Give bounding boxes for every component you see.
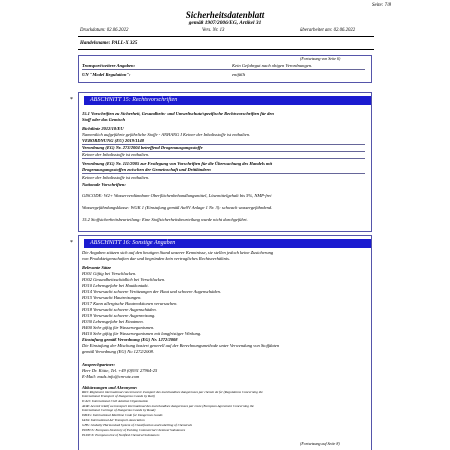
- h-statement: H301 Giftig bei Verschlucken.: [82, 271, 137, 276]
- change-marker: *: [70, 240, 73, 246]
- divider: [82, 158, 365, 159]
- giscode-line: GISCODE: W2+ Wasserverdünnbare Oberflächenbehandlungsmittel, Lösemittelgehalt bis 5%, NMP-frei: [82, 193, 272, 198]
- h-statement: H317 Kann allergische Hautreaktionen verursachen.: [82, 301, 178, 306]
- abbrev-heading: Abkürzungen und Akronyme:: [82, 385, 138, 390]
- abbrev-line: GHS: Globally Harmonised System of Classification and Labelling of Chemicals: [82, 423, 192, 427]
- contact-email: E-Mail: msds.info@cm-utz.com: [82, 374, 140, 379]
- h-statement: H410 Sehr giftig für Wasserorganismen mit langfristiger Wirkung.: [82, 331, 202, 336]
- print-date: Druckdatum: 02.06.2022: [80, 28, 129, 33]
- s15-line: Keiner der Inhaltsstoffe ist enthalten.: [82, 175, 150, 180]
- continuation-note: (Fortsetzung von Seite 6): [300, 56, 341, 61]
- divider: [82, 173, 365, 174]
- transport-label: Transport/weitere Angaben:: [82, 63, 136, 68]
- h-statement: H315 Verursacht Hautreizungen.: [82, 295, 142, 300]
- s15-line: Nationale Vorschriften:: [82, 182, 126, 187]
- h-statement: H400 Sehr giftig für Wasserorganismen.: [82, 325, 155, 330]
- row-divider: [82, 69, 365, 70]
- product-name: Handelsname: PALL-X 325: [80, 41, 138, 46]
- s15-line: VERORDNUNG (EU) 2019/1148: [82, 138, 145, 143]
- abbrev-line: EINECS: European Inventory of Existing Commercial Chemical Substances: [82, 428, 186, 432]
- s16-intro: von Produkteigenschaften dar und begründen kein vertragliches Rechtsverhältnis.: [82, 256, 230, 261]
- abbrev-line: RID: Règlement international concernant le transport des marchandises dangereuses par chemin de fer (Regulations Concerning the: [82, 390, 263, 394]
- revision-date: überarbeitet am: 02.06.2022: [300, 28, 356, 33]
- change-marker: *: [70, 97, 73, 103]
- abbrev-line: ADR: Accord relatif au transport international des marchandises dangereuses par route (European Agreement Concerning the: [82, 404, 254, 408]
- abbrev-line: ICAO: International Civil Aviation Organisation: [82, 399, 149, 403]
- transport-value: Kein Gefahrgut nach obigen Verordnungen.: [232, 63, 313, 68]
- einstufung-text: Die Einstufung der Mischung basiert generell auf der Berechnungsmethode unter Verwendung von Stoffdaten: [82, 343, 280, 348]
- einstufung-text: gemäß Verordnung (EG) No 1272/2008.: [82, 349, 155, 354]
- version-number: Vers. Nr. 13: [202, 28, 225, 33]
- s15-line: Verordnung (EG) Nr. 111/2005 zur Festlegung von Vorschriften für die Überwachung des Handels mit: [82, 161, 273, 166]
- einstufung-heading: Einstufung gemäß Verordnung (EG) Nr. 1272/2008: [82, 337, 178, 342]
- abbrev-line: International Transport of Dangerous Goods by Rail): [82, 394, 155, 398]
- transport-label: UN "Model Regulation":: [82, 72, 131, 77]
- document-title: Sicherheitsdatenblatt: [185, 10, 265, 20]
- section15-heading: ABSCHNITT 15: Rechtsvorschriften: [84, 96, 371, 105]
- document-subtitle: gemäß 1907/2006/EG, Artikel 31: [188, 20, 262, 26]
- h-statement: H319 Verursacht schwere Augenreizung.: [82, 313, 156, 318]
- s15-line: Keiner der Inhaltsstoffe ist enthalten.: [82, 152, 150, 157]
- s15-line: Stoff oder das Gemisch: [82, 117, 126, 122]
- s15-line: 15.1 Vorschriften zu Sicherheit, Gesundheits- und Umweltschutz/spezifische Rechtsvorschriften für den: [82, 111, 274, 116]
- section16-heading: ABSCHNITT 16: Sonstige Angaben: [84, 239, 371, 248]
- h-statement: H314 Verursacht schwere Verätzungen der Haut und schwere Augenschäden.: [82, 289, 221, 294]
- relevant-heading: Relevante Sätze: [82, 265, 112, 270]
- transport-row: [0, 72, 450, 79]
- h-statement: H318 Verursacht schwere Augenschäden.: [82, 307, 157, 312]
- abbrev-line: IMDG: International Maritime Code for Dangerous Goods: [82, 413, 163, 417]
- abbrev-line: International Carriage of Dangerous Goods by Road): [82, 408, 156, 412]
- h-statement: H330 Lebensgefahr bei Einatmen.: [82, 319, 144, 324]
- transport-value: entfällt: [232, 72, 246, 77]
- s15-line: Verordnung (EG) Nr. 273/2004 betreffend Drogenausgangsstoffe: [82, 145, 203, 150]
- contact-line: Herr Dr. Kötte, Tel. +49 (0)931 27964-25: [82, 368, 158, 373]
- contact-heading: Ansprechpartner:: [82, 362, 116, 367]
- h-statement: H310 Lebensgefahr bei Hautkontakt.: [82, 283, 149, 288]
- s16-intro: Die Angaben stützen sich auf den heutigen Stand unserer Kenntnisse, sie stellen jedoch keine Zusicherung: [82, 250, 274, 255]
- product-rule: [78, 49, 374, 50]
- s15-line: Namentlich aufgeführte gefährliche Stoffe - ANHANG I Keiner der Inhaltsstoffe ist enthalten.: [82, 132, 251, 137]
- abbrev-line: ELINCS: European List of Notified Chemical Substances: [82, 433, 160, 437]
- s15-line: 15.2 Stoffsicherheitsbeurteilung: Eine Stoffsicherheitsbeurteilung wurde nicht durchgeführt.: [82, 217, 248, 222]
- header-rule: [78, 36, 374, 37]
- wgk-line: Wassergefährdungsklasse: WGK 1 (Einstufung gemäß AwSV Anlage 1 Nr. 3): schwach wassergefährdend.: [82, 205, 273, 210]
- h-statement: H302 Gesundheitsschädlich bei Verschlucken.: [82, 277, 166, 282]
- continuation-footer: (Fortsetzung auf Seite 8): [300, 441, 340, 446]
- s15-line: Richtlinie 2012/18/EU: [82, 126, 124, 131]
- s15-line: Drogenausgangsstoffen zwischen der Gemeinschaft und Drittländern: [82, 167, 211, 172]
- abbrev-line: IATA: International Air Transport Association: [82, 418, 145, 422]
- page-number: Seite: 7/8: [372, 3, 392, 8]
